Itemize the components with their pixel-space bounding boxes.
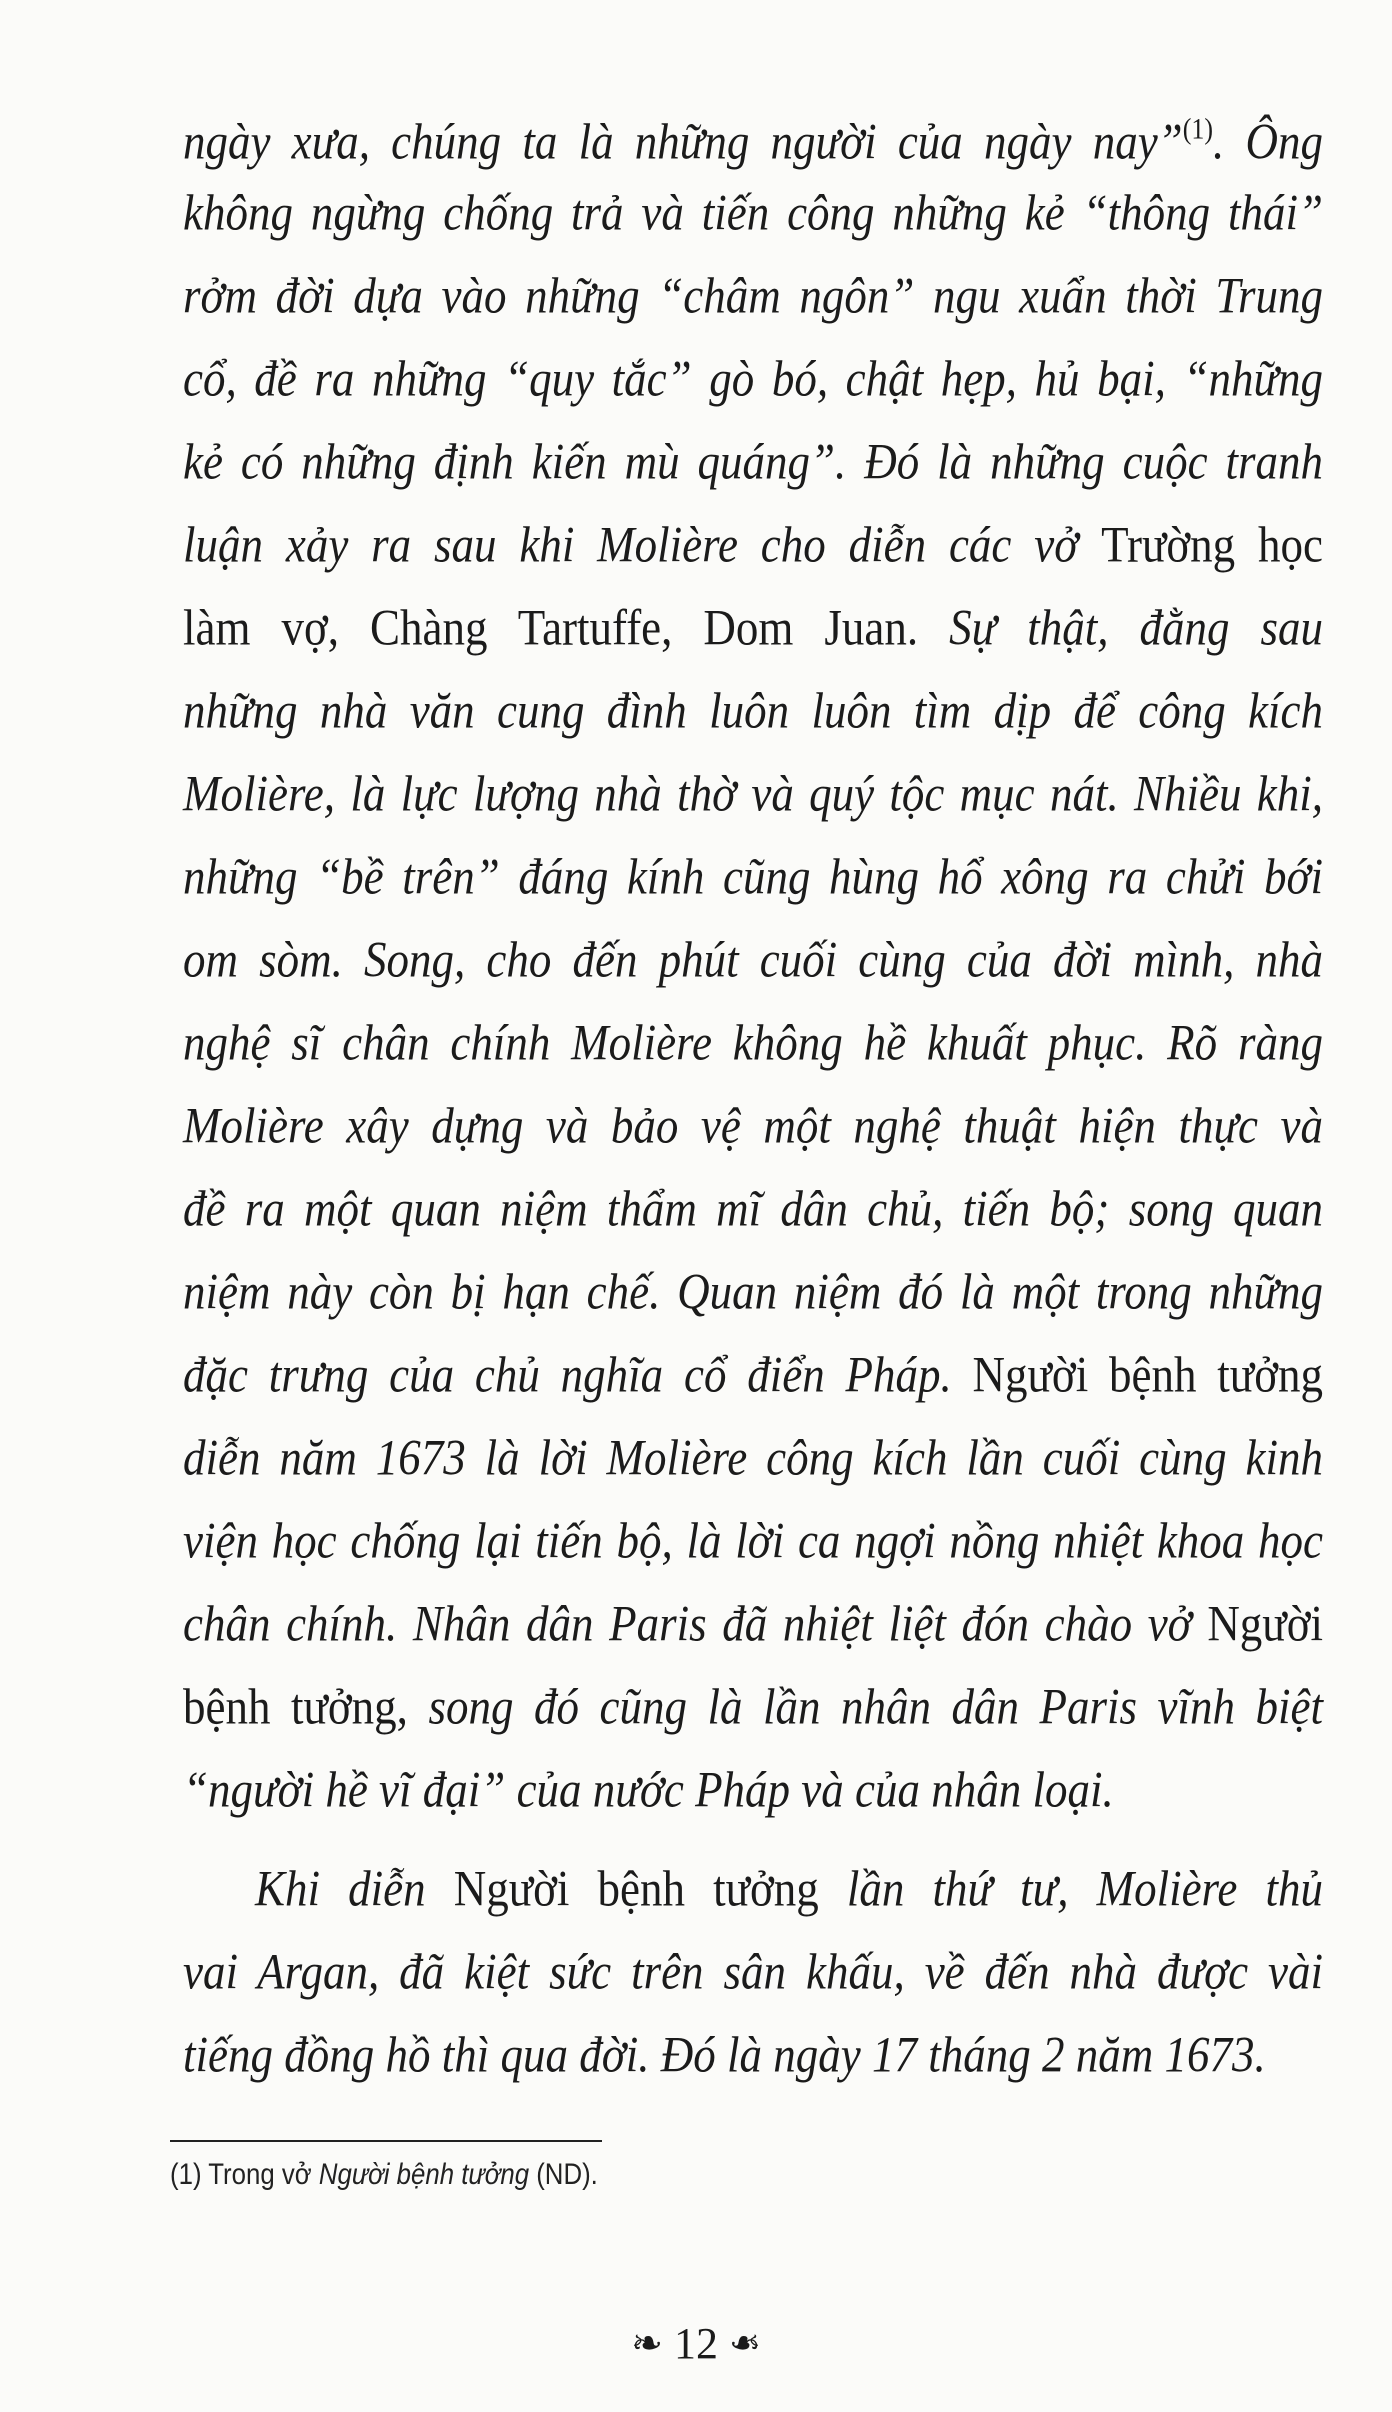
footnote-prefix: (1) Trong vở <box>170 2158 319 2191</box>
footnote-title: Người bệnh tưởng <box>318 2158 530 2191</box>
text-line <box>183 96 1323 189</box>
italic-text: song đó cũng là lần nhân dân Paris vĩnh biệt <box>428 1678 1323 1735</box>
page-number: 12 <box>674 2319 718 2368</box>
italic-text: rởm đời dựa vào những “châm ngôn” ngu xuẩn thời Trung <box>183 267 1323 324</box>
footnote-reference: (1) <box>1182 112 1214 146</box>
text-line <box>183 926 1323 1019</box>
text-line <box>183 179 1323 272</box>
text-line <box>183 1424 1323 1517</box>
text-line <box>183 2021 1323 2114</box>
italic-text: kẻ có những định kiến mù quáng”. Đó là những cuộc tranh <box>183 433 1323 490</box>
text-line <box>183 1092 1323 1185</box>
italic-text: Molière, là lực lượng nhà thờ và quý tộc mục nát. Nhiều khi, <box>183 765 1323 822</box>
footnote <box>170 2158 598 2192</box>
title-text: Người bệnh tưởng <box>453 1860 847 1917</box>
italic-text: Khi diễn <box>255 1860 454 1917</box>
italic-text: luận xảy ra sau khi Molière cho diễn các vở <box>183 516 1102 573</box>
text-line <box>183 594 1323 687</box>
italic-text: cổ, đề ra những “quy tắc” gò bó, chật hẹp, hủ bại, “những <box>183 350 1323 407</box>
text-line <box>183 1009 1323 1102</box>
page-footer <box>0 2318 1392 2369</box>
italic-text: viện học chống lại tiến bộ, là lời ca ngợi nồng nhiệt khoa học <box>183 1512 1323 1569</box>
title-text: bệnh tưởng, <box>183 1678 429 1735</box>
italic-text: lần thứ tư, Molière thủ <box>846 1860 1323 1917</box>
text-line <box>183 1341 1323 1434</box>
italic-text: những nhà văn cung đình luôn luôn tìm dịp để công kích <box>183 682 1323 739</box>
italic-text: nghệ sĩ chân chính Molière không hề khuất phục. Rõ ràng <box>183 1014 1323 1071</box>
text-line <box>183 1855 1323 1948</box>
italic-text: om sòm. Song, cho đến phút cuối cùng của đời mình, nhà <box>183 931 1323 988</box>
text-line <box>183 760 1323 853</box>
text-line <box>183 1673 1323 1766</box>
italic-text: đề ra một quan niệm thẩm mĩ dân chủ, tiến bộ; song quan <box>183 1180 1323 1237</box>
text-line <box>183 1175 1323 1268</box>
italic-text: tiếng đồng hồ thì qua đời. Đó là ngày 17 tháng 2 năm 1673. <box>183 2026 1266 2083</box>
italic-text: không ngừng chống trả và tiến công những kẻ “thông thái” <box>183 184 1323 241</box>
italic-text: diễn năm 1673 là lời Molière công kích lần cuối cùng kinh <box>183 1429 1323 1486</box>
text-line <box>183 345 1323 438</box>
italic-text: . Ông <box>1213 113 1323 170</box>
italic-text: vai Argan, đã kiệt sức trên sân khấu, về đến nhà được vài <box>183 1943 1323 2000</box>
text-line <box>183 1938 1323 2031</box>
title-text: Người <box>1207 1595 1323 1652</box>
italic-text: niệm này còn bị hạn chế. Quan niệm đó là một trong những <box>183 1263 1323 1320</box>
text-line <box>183 262 1323 355</box>
text-line <box>183 511 1323 604</box>
title-text: Trường học <box>1101 516 1323 573</box>
italic-text: ngày xưa, chúng ta là những người của ngày nay” <box>183 113 1183 170</box>
text-line <box>183 1258 1323 1351</box>
italic-text: đặc trưng của chủ nghĩa cổ điển Pháp. <box>183 1346 973 1403</box>
italic-text: chân chính. Nhân dân Paris đã nhiệt liệt đón chào vở <box>183 1595 1208 1652</box>
footnote-suffix: (ND). <box>529 2158 598 2191</box>
text-line <box>183 677 1323 770</box>
footnote-divider <box>170 2140 602 2142</box>
italic-text: Molière xây dựng và bảo vệ một nghệ thuật hiện thực và <box>183 1097 1323 1154</box>
text-line <box>183 1507 1323 1600</box>
italic-text: những “bề trên” đáng kính cũng hùng hổ xông ra chửi bới <box>183 848 1323 905</box>
title-text: làm vợ, Chàng Tartuffe, Dom Juan. <box>183 599 950 656</box>
body-text <box>183 96 1323 2104</box>
floral-ornament-left-icon: ❧ <box>631 2323 663 2365</box>
floral-ornament-right-icon: ❧ <box>729 2323 761 2365</box>
italic-text: “người hề vĩ đại” của nước Pháp và của nhân loại. <box>183 1761 1114 1818</box>
text-line <box>183 1756 1323 1849</box>
text-line <box>183 428 1323 521</box>
text-line <box>183 843 1323 936</box>
italic-text: Sự thật, đằng sau <box>949 599 1324 656</box>
title-text: Người bệnh tưởng <box>972 1346 1323 1403</box>
text-line <box>183 1590 1323 1683</box>
